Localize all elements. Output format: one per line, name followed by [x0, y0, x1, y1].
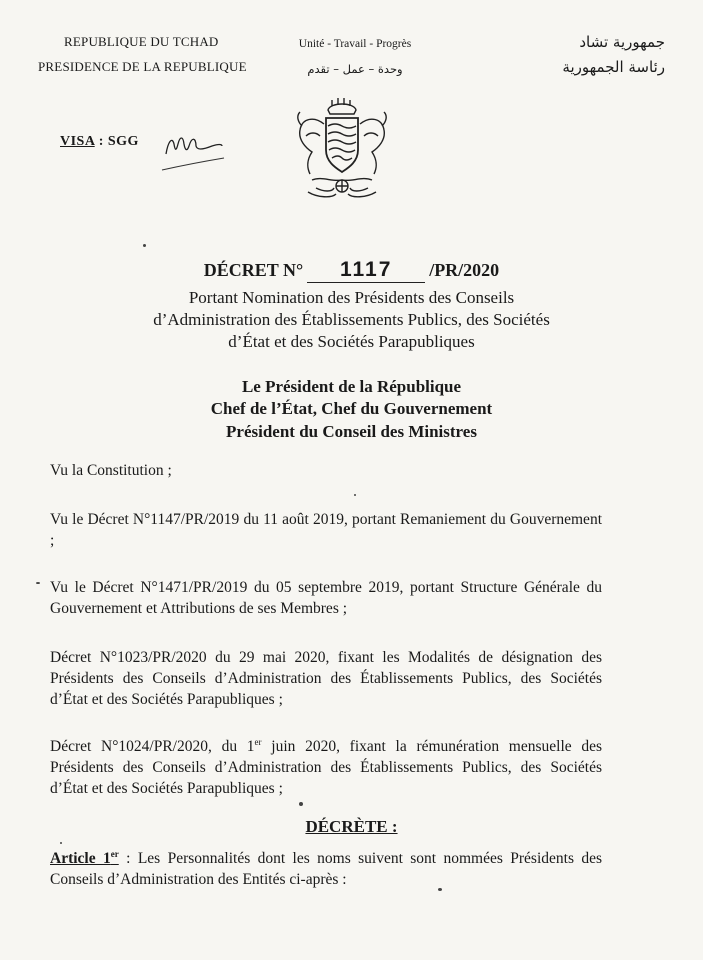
scan-speck: [60, 842, 62, 844]
republic-name: REPUBLIQUE DU TCHAD: [64, 34, 219, 49]
visa-value: : SGG: [98, 134, 139, 149]
header-left: [38, 30, 247, 79]
decree-number-line: [0, 258, 703, 283]
consideration-4: Décret N°1023/PR/2020 du 29 mai 2020, fixant les Modalités de désignation des Présidents des Conseils d’Administration des Établissements Publics, des Sociétés d’État et des Sociétés Parapubliques ;: [50, 649, 602, 709]
consideration-5-sup: er: [254, 736, 262, 747]
visa-line: [60, 134, 139, 150]
subject-line-1: Portant Nomination des Présidents des Conseils: [188, 288, 515, 307]
scan-speck: [36, 582, 40, 584]
decree-suffix: /PR/2020: [429, 260, 500, 280]
presidency-name: PRESIDENCE DE LA REPUBLIQUE: [38, 58, 247, 74]
scan-speck: [299, 802, 303, 806]
republic-name-ar: جمهورية تشاد: [579, 33, 665, 51]
president-line-3: Président du Conseil des Ministres: [226, 421, 477, 441]
article-1-label: [50, 850, 119, 867]
motto-ar: وحدة – عمل – تقدم: [307, 62, 403, 77]
subject-line-3: d’État et des Sociétés Parapubliques: [228, 332, 475, 352]
scan-speck: [143, 244, 146, 247]
article-1-text: : Les Personnalités dont les noms suivent sont nommées Présidents des Conseils d’Administration des Entités ci-après :: [50, 850, 603, 889]
president-line-2: Chef de l’État, Chef du Gouvernement: [210, 399, 493, 419]
motto-fr: Unité - Travail - Progrès: [298, 38, 412, 50]
article-1: [50, 848, 602, 890]
president-title-block: [0, 376, 703, 443]
consideration-2: Vu le Décret N°1147/PR/2019 du 11 août 2019, portant Remaniement du Gouvernement ;: [50, 511, 602, 550]
article-1-label-text: Article 1: [50, 850, 111, 867]
consideration-5: [50, 736, 602, 800]
consideration-3: Vu le Décret N°1471/PR/2019 du 05 septembre 2019, portant Structure Générale du Gouvernement et Attributions de ses Membres ;: [50, 579, 602, 618]
decree-number: 1117: [307, 258, 425, 283]
subject-line-2: d’Administration des Établissements Publics, des Sociétés: [153, 310, 550, 330]
president-line-1: Le Président de la République: [241, 377, 462, 396]
consideration-5-part-b: juin 2020, fixant la rémunération mensuelle des Présidents des Conseils d’Administration des Établissements Publics, des Sociétés d’État et des Sociétés Parapubliques ;: [50, 738, 603, 798]
consideration-1: Vu la Constitution ;: [50, 462, 172, 479]
header-right-arabic: [562, 30, 665, 80]
visa-signature: [160, 122, 240, 174]
decree-prefix: DÉCRET N°: [203, 260, 304, 280]
decrete-heading: [0, 817, 703, 837]
decrete-text: DÉCRÈTE :: [305, 817, 398, 836]
article-1-label-sup: er: [110, 848, 119, 859]
decree-subject: [0, 287, 703, 353]
coat-of-arms: [288, 96, 396, 204]
visa-label: VISA: [60, 134, 95, 149]
presidency-name-ar: رئاسة الجمهورية: [562, 57, 665, 76]
header-motto: [285, 32, 425, 83]
consideration-5-part-a: Décret N°1024/PR/2020, du 1: [50, 738, 255, 755]
scan-speck: [438, 888, 442, 891]
scan-speck: [354, 494, 356, 496]
